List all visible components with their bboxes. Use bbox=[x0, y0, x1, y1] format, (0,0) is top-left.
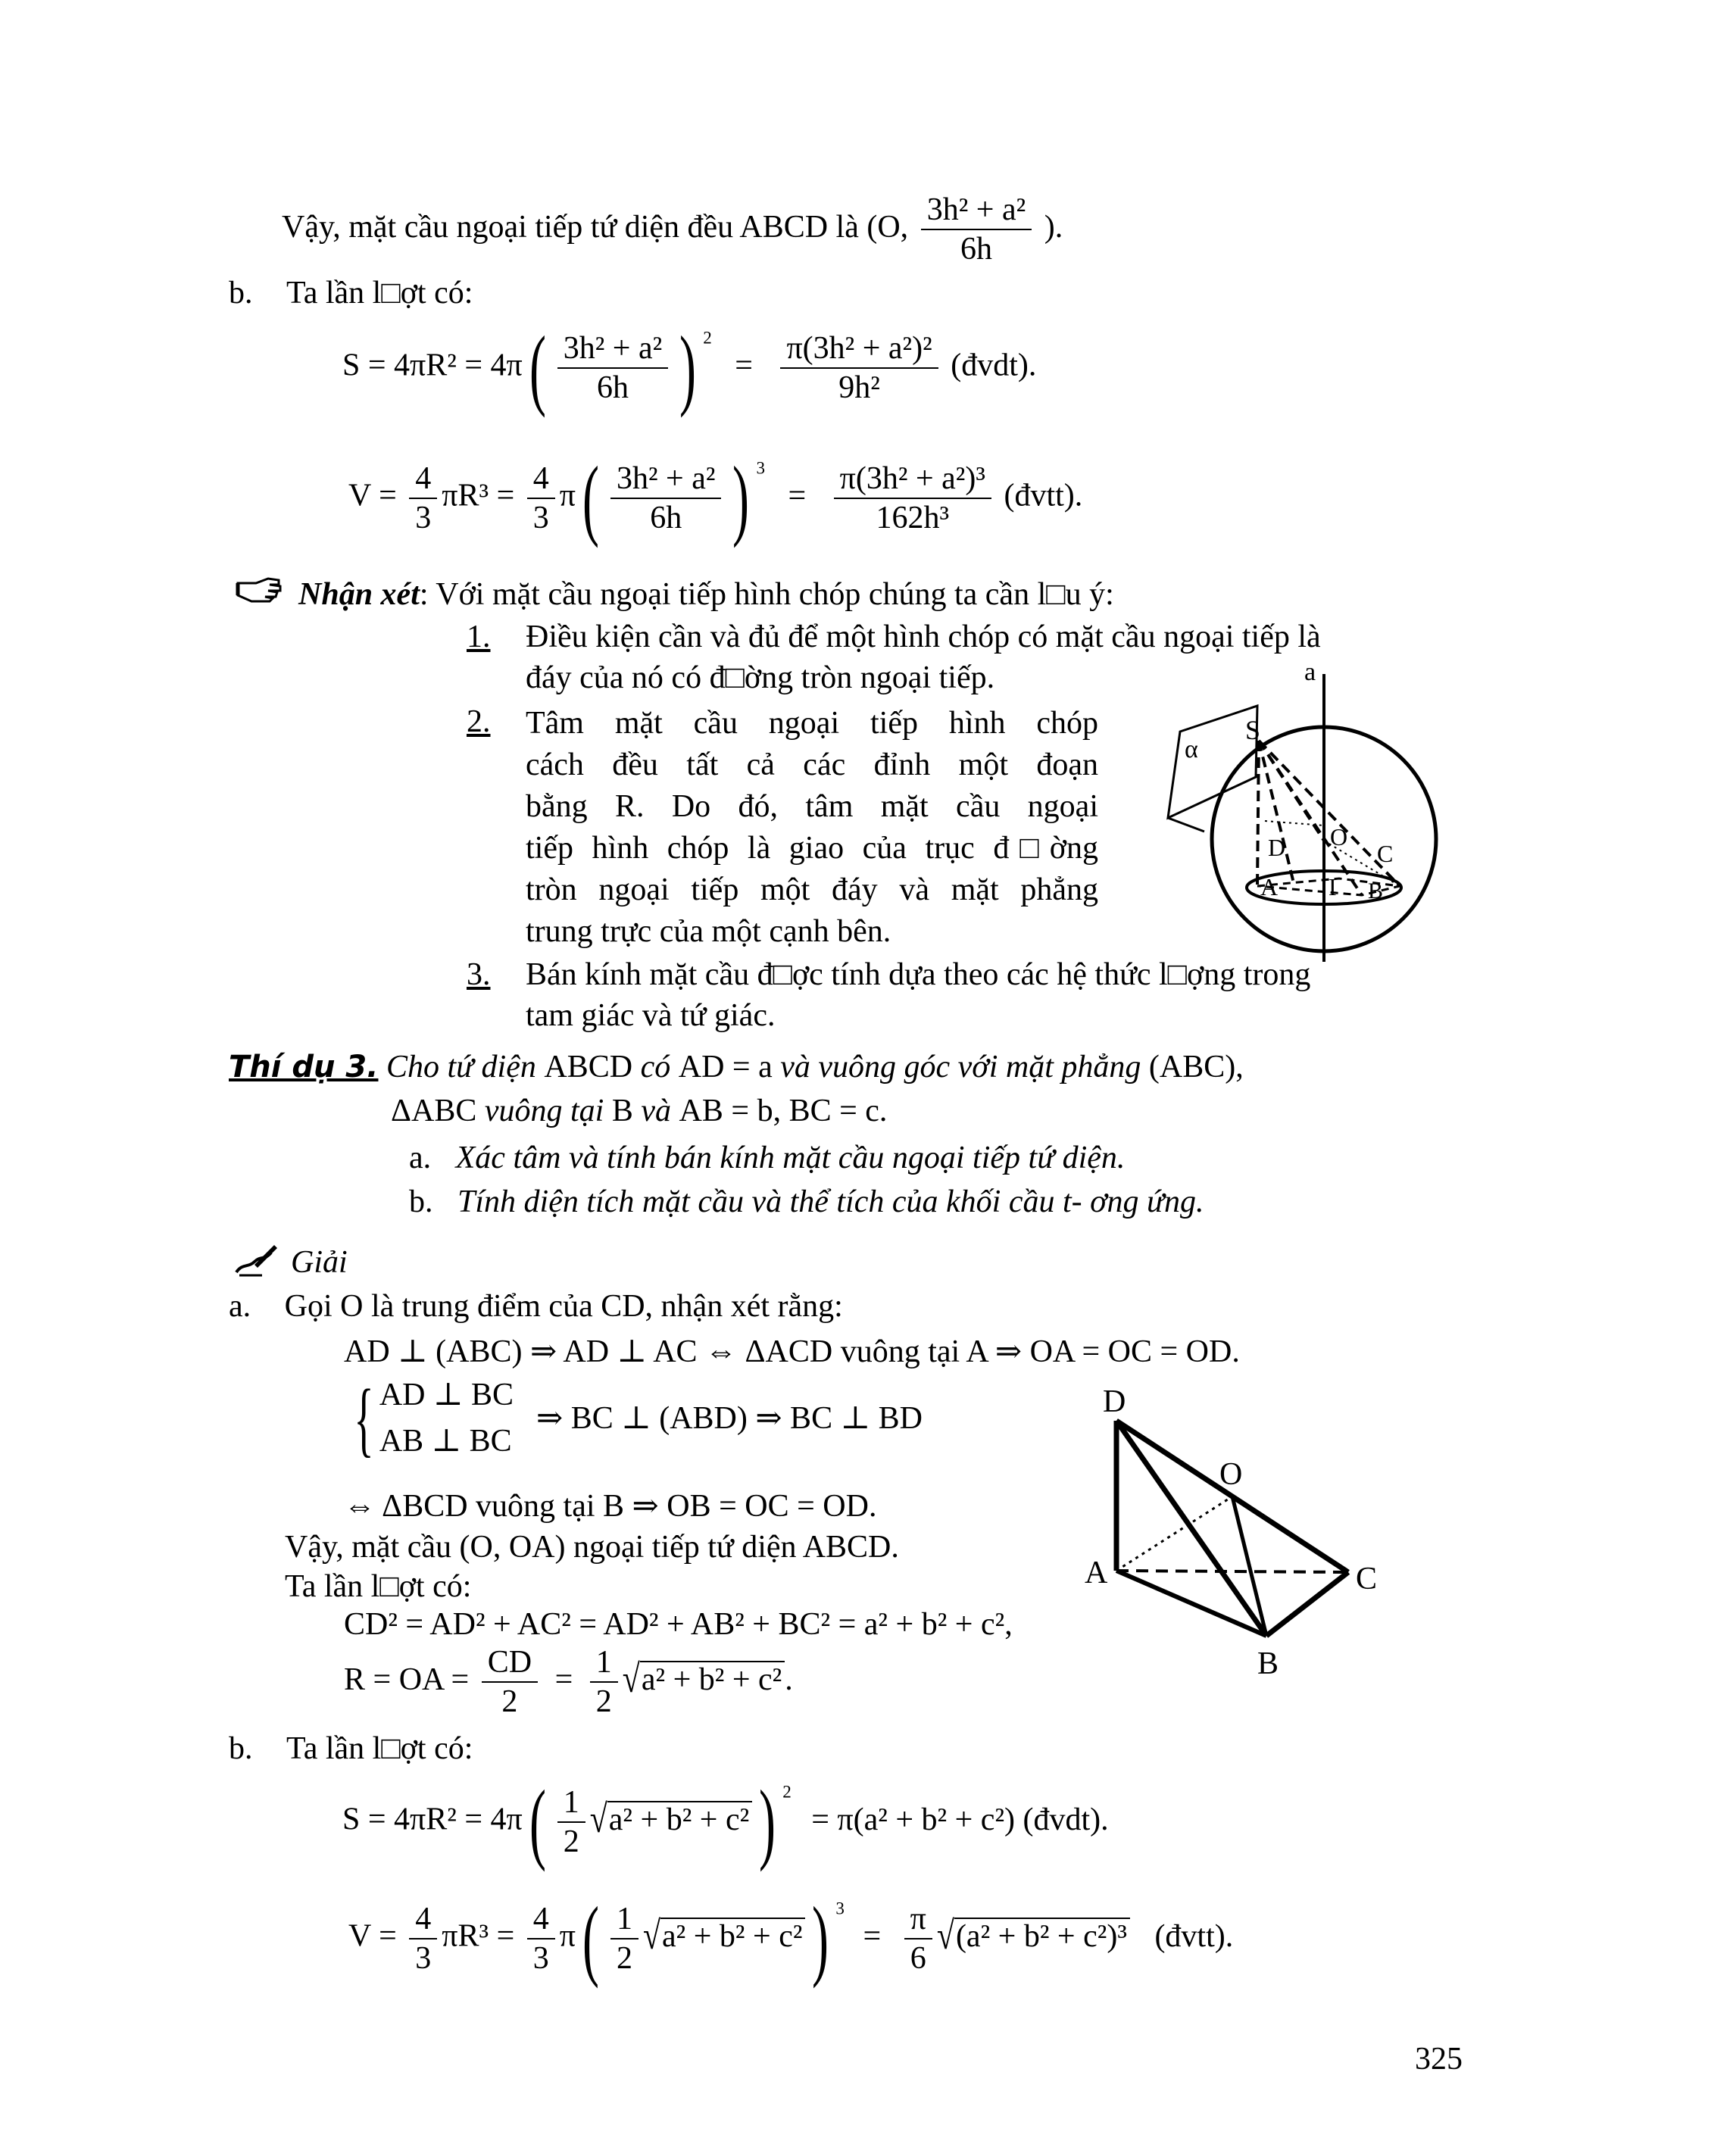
example-3-line2-run-2: B bbox=[611, 1094, 633, 1128]
pen-writing-icon bbox=[232, 1242, 279, 1278]
remark-title: Nhận xét bbox=[298, 577, 420, 612]
remark-intro: Nhận xét: Với mặt cầu ngoại tiếp hình chóp chúng ta cần l□u ý: bbox=[298, 577, 1114, 612]
sphere-pyramid-figure bbox=[1159, 659, 1447, 977]
radius-formula: R = OA = $\frac{CD}{2}$ = $\frac{1}{2}$ √a² + b² + c². bbox=[344, 1645, 793, 1720]
example-3-heading: Thí dụ 3. bbox=[229, 1050, 379, 1084]
solution-line-5: Ta lần l□ợt có: bbox=[285, 1569, 472, 1604]
remark-item-3-line-2: tam giác và tứ giác. bbox=[526, 998, 776, 1033]
label-alpha: α bbox=[1185, 735, 1198, 763]
remark-item-2-text: Tâm mặt cầu ngoại tiếp hình chóp cách đều tất cả các đỉnh một đoạn bằng R. Do đó, tâm mặt cầu ngoại tiếp hình chóp là giao của trục đ□ờng tròn ngoại tiếp một đáy và mặt phẳng trung trực của một cạnh bên. bbox=[526, 706, 1098, 949]
label-A: A bbox=[1260, 873, 1279, 900]
radius-fraction: $\frac{\text{3h² + a²}}{6h}$ bbox=[921, 191, 1032, 269]
label-I: I bbox=[1329, 873, 1337, 900]
sphere-volume-formula: V = $\frac{4}{3}$ πR³ = $\frac{4}{3}$ π( $\frac{1}{2}$ √a² + b² + c² ) $^3$ = $\frac{\pi}{6}$ √(a² + b² + c²)³ (đvtt). bbox=[348, 1888, 1234, 1989]
example-3-line-1 bbox=[229, 1048, 1244, 1086]
solution-line-4: Vậy, mặt cầu (O, OA) ngoại tiếp tứ diện ABCD. bbox=[285, 1530, 899, 1565]
label-C: C bbox=[1356, 1562, 1378, 1596]
remark-item-1-line-1: Điều kiện cần và đủ để một hình chóp có mặt cầu ngoại tiếp là bbox=[526, 619, 1321, 654]
example-3-line1-run-2: có bbox=[632, 1050, 679, 1084]
perpendicular-system: { AD ⊥ BC AB ⊥ BC ⇒ BC ⊥ (ABD) ⇒ BC ⊥ BD bbox=[354, 1372, 923, 1465]
example-3-line2-run-0: ΔABC bbox=[391, 1094, 477, 1128]
label-O: O bbox=[1219, 1457, 1243, 1492]
example-3-line1-run-5: (ABC), bbox=[1148, 1050, 1244, 1084]
remark-item-3-number: 3. bbox=[467, 957, 491, 992]
volume-formula: V = $\frac{4}{3}$ πR³ = $\frac{4}{3}$ π( $\frac{\text{3h² + a²}}{6h}$ ) $^3$ = $\frac{\text{π(3h² + a²)³}}{\text{162h³}}$ (đvtt). bbox=[348, 448, 1083, 548]
question-a: a. Xác tâm và tính bán kính mặt cầu ngoại tiếp tứ diện. bbox=[409, 1141, 1126, 1175]
example-3-line1-run-0: Cho tứ diện bbox=[386, 1050, 545, 1084]
solution-line-3: ⇔ ΔBCD vuông tại B ⇒ OB = OC = OD. bbox=[344, 1489, 877, 1524]
solution-a-intro: a. Gọi O là trung điểm của CD, nhận xét rằng: bbox=[229, 1289, 843, 1324]
part-b-intro: b. Ta lần l□ợt có: bbox=[229, 276, 473, 311]
label-S: S bbox=[1245, 715, 1261, 745]
example-3-line1-run-3: AD = a bbox=[678, 1050, 773, 1084]
label-D: D bbox=[1268, 834, 1286, 861]
example-3-line1-run-1: ABCD bbox=[544, 1050, 633, 1084]
solution-title: Giải bbox=[291, 1245, 348, 1280]
example-3-line1-run-4: và vuông góc với mặt phẳng bbox=[772, 1050, 1149, 1084]
solution-line-1: AD ⊥ (ABC) ⇒ AD ⊥ AC ⇔ ΔACD vuông tại A ⇒ OA = OC = OD. bbox=[344, 1334, 1240, 1369]
pointing-hand-icon bbox=[235, 576, 283, 603]
example-3-line2-run-1: vuông tại bbox=[476, 1094, 612, 1128]
surface-area-formula: S = 4πR² = 4π( $\frac{\text{3h² + a²}}{6h}$ ) $^2$ = $\frac{\text{π(3h² + a²)²}}{\text{9h²}}$ (đvdt). bbox=[342, 317, 1037, 418]
sphere-conclusion-line: Vậy, mặt cầu ngoại tiếp tứ diện đều ABCD là (O, $\frac{\text{3h² + a²}}{6h}$ ). bbox=[282, 191, 1063, 269]
remark-item-1-number: 1. bbox=[467, 619, 491, 654]
sphere-area-formula: S = 4πR² = 4π( $\frac{1}{2}$ √a² + b² + c² ) $^2$ = π(a² + b² + c²) (đvdt). bbox=[342, 1771, 1109, 1872]
example-3-line-2 bbox=[391, 1092, 887, 1130]
page-number: 325 bbox=[1415, 2042, 1463, 2077]
example-3-line2-run-3: và bbox=[632, 1094, 679, 1128]
remark-item-3-line-1: Bán kính mặt cầu đ□ợc tính dựa theo các hệ thức l□ợng trong bbox=[526, 957, 1311, 992]
solution-line-6: CD² = AD² + AC² = AD² + AB² + BC² = a² + b² + c², bbox=[344, 1607, 1013, 1642]
tetrahedron-figure bbox=[1076, 1378, 1394, 1681]
remark-item-1-line-2: đáy của nó có đ□ờng tròn ngoại tiếp. bbox=[526, 660, 995, 695]
label-a: a bbox=[1304, 659, 1316, 686]
label-O: O bbox=[1330, 823, 1348, 850]
label-B: B bbox=[1257, 1646, 1279, 1681]
solution-b-intro: b. Ta lần l□ợt có: bbox=[229, 1731, 473, 1766]
label-A: A bbox=[1085, 1556, 1108, 1590]
label-D: D bbox=[1103, 1384, 1126, 1419]
label-C: C bbox=[1377, 840, 1394, 867]
example-3-line2-run-4: AB = b, BC = c. bbox=[679, 1094, 888, 1128]
label-B: B bbox=[1368, 878, 1384, 903]
remark-item-2-number: 2. bbox=[467, 704, 491, 739]
question-b: b. Tính diện tích mặt cầu và thể tích của khối cầu t- ơng ứng. bbox=[409, 1184, 1204, 1219]
